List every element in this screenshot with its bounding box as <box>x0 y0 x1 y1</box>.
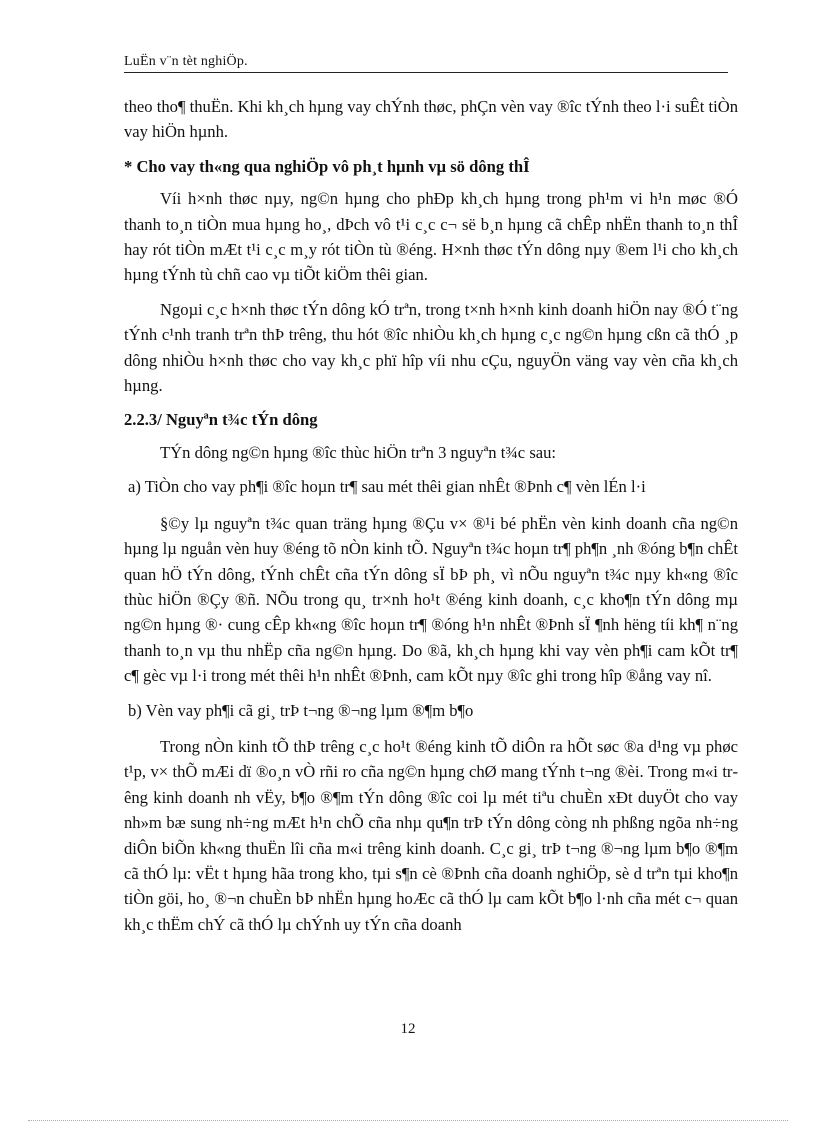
paragraph: Víi h×nh thøc nµy, ng©n hµng cho phÐp kh¸ch hµng trong ph¹m vi h¹n møc ®Ó thanh to¸n tiÒn mua hµng ho¸, dÞch vô t¹i c¸c c¬ së b¸n hµng cã chÊp nhËn thanh to¸n thÎ hay rót tiÒn mÆt t¹i c¸c m¸y rót tiÒn tù ®éng. H×nh thøc tÝn dông nµy ®em l¹i cho kh¸ch hµng tÝnh tù chñ cao vµ tiÕt kiÖm thêi gian. <box>124 189 738 285</box>
page-number: 12 <box>400 1021 416 1037</box>
paragraph: Trong nÒn kinh tÕ thÞ trêng c¸c ho¹t ®éng kinh tÕ diÔn ra hÕt søc ®a d¹ng vµ phøc t¹p, v× thÕ mÆi dï ®o¸n vÒ rñi ro cña ng©n hµng chØ mang tÝnh t¬ng ®èi. Trong m«i trêng kinh doanh nh vËy, b¶o ®¶m tÝn dông ®îc coi lµ mét tiªu chuÈn xÐt duyÖt cho vay nh»m bæ sung nh÷ng mÆt h¹n chÕ cña nhµ qu¶n trÞ tÝn dông còng nh phßng ngõa nh÷ng diÔn biÕn kh«ng thuËn lîi cña m«i trêng kinh doanh. C¸c gi¸ trÞ t¬ng ®¬ng lµm b¶o ®¶m cã thÓ lµ: vËt t hµng hãa trong kho, tµi s¶n cè ®Þnh cña doanh nghiÖp, sè d trªn tµi kho¶n tiÒn göi, ho¸ ®¬n chuÈn bÞ nhËn hµng hoÆc cã thÓ lµ cam kÕt b¶o l·nh cña mét c¬ quan kh¸c thËm chÝ cã thÓ lµ chÝnh uy tÝn cña doanh <box>124 736 738 934</box>
paragraph: Ngoµi c¸c h×nh thøc tÝn dông kÓ trªn, trong t×nh h×nh kinh doanh hiÖn nay ®Ó t¨ng tÝnh c¹nh tranh trªn thÞ trêng, thu hót ®îc nhiÒu kh¸ch hµng c¸c ng©n hµng cßn cã thÓ ¸p dông nhiÒu h×nh thøc cho vay kh¸c phï hîp víi nhu cÇu, nguyÖn väng vay vèn cña kh¸ch hµng. <box>124 299 738 396</box>
header-rule <box>124 72 728 73</box>
section-heading-credit-principles: 2.2.3/ Nguyªn t¾c tÝn dông <box>124 410 318 430</box>
principle-item-b: b) Vèn vay ph¶i cã gi¸ trÞ t¬ng ®¬ng lµm ®¶m b¶o <box>128 700 474 720</box>
paragraph: §©y lµ nguyªn t¾c quan träng hµng ®Çu v× ®¹i bé phËn vèn kinh doanh cña ng©n hµng lµ nguån vèn huy ®éng tõ nÒn kinh tÕ. Nguyªn t¾c hoµn tr¶ ph¶n ¸nh ®óng b¶n chÊt quan hÖ tÝn dông, tÝnh chÊt cña tÝn dông sÏ bÞ ph¸ vì nÕu nguyªn t¾c nµy kh«ng ®îc thùc hiÖn ®Çy ®ñ. NÕu trong qu¸ tr×nh ho¹t ®éng kinh doanh, c¸c kho¶n tÝn dông mµ ng©n hµng ®· cung cÊp kh«ng ®îc hoµn tr¶ ®óng h¹n nhÊt ®Þnh sÏ ¶nh hëng tíi kh¶ n¨ng thanh to¸n vµ thu nhËp cña ng©n hµng. Do ®ã, kh¸ch hµng khi vay vèn ph¶i cam kÕt tr¶ c¶ gèc vµ l·i trong mét thêi h¹n nhÊt ®Þnh, cam kÕt nµy ®îc ghi trong hîp ®ång vay nî. <box>124 513 738 686</box>
paragraph: TÝn dông ng©n hµng ®îc thùc hiÖn trªn 3 nguyªn t¾c sau: <box>160 442 557 462</box>
page-bottom-border <box>28 1120 788 1121</box>
running-header: LuËn v¨n tèt nghiÖp. <box>124 54 248 69</box>
principle-item-a: a) TiÒn cho vay ph¶i ®îc hoµn tr¶ sau mét thêi gian nhÊt ®Þnh c¶ vèn lÉn l·i <box>128 477 646 497</box>
paragraph-continuation: theo tho¶ thuËn. Khi kh¸ch hµng vay chÝnh thøc, phÇn vèn vay ®îc tÝnh theo l·i suÊt tiÒn vay hiÖn hµnh. <box>124 97 738 142</box>
body-text <box>124 94 738 946</box>
section-heading-card-lending: * Cho vay th«ng qua nghiÖp vô ph¸t hµnh vµ sö dông thÎ <box>124 156 530 176</box>
